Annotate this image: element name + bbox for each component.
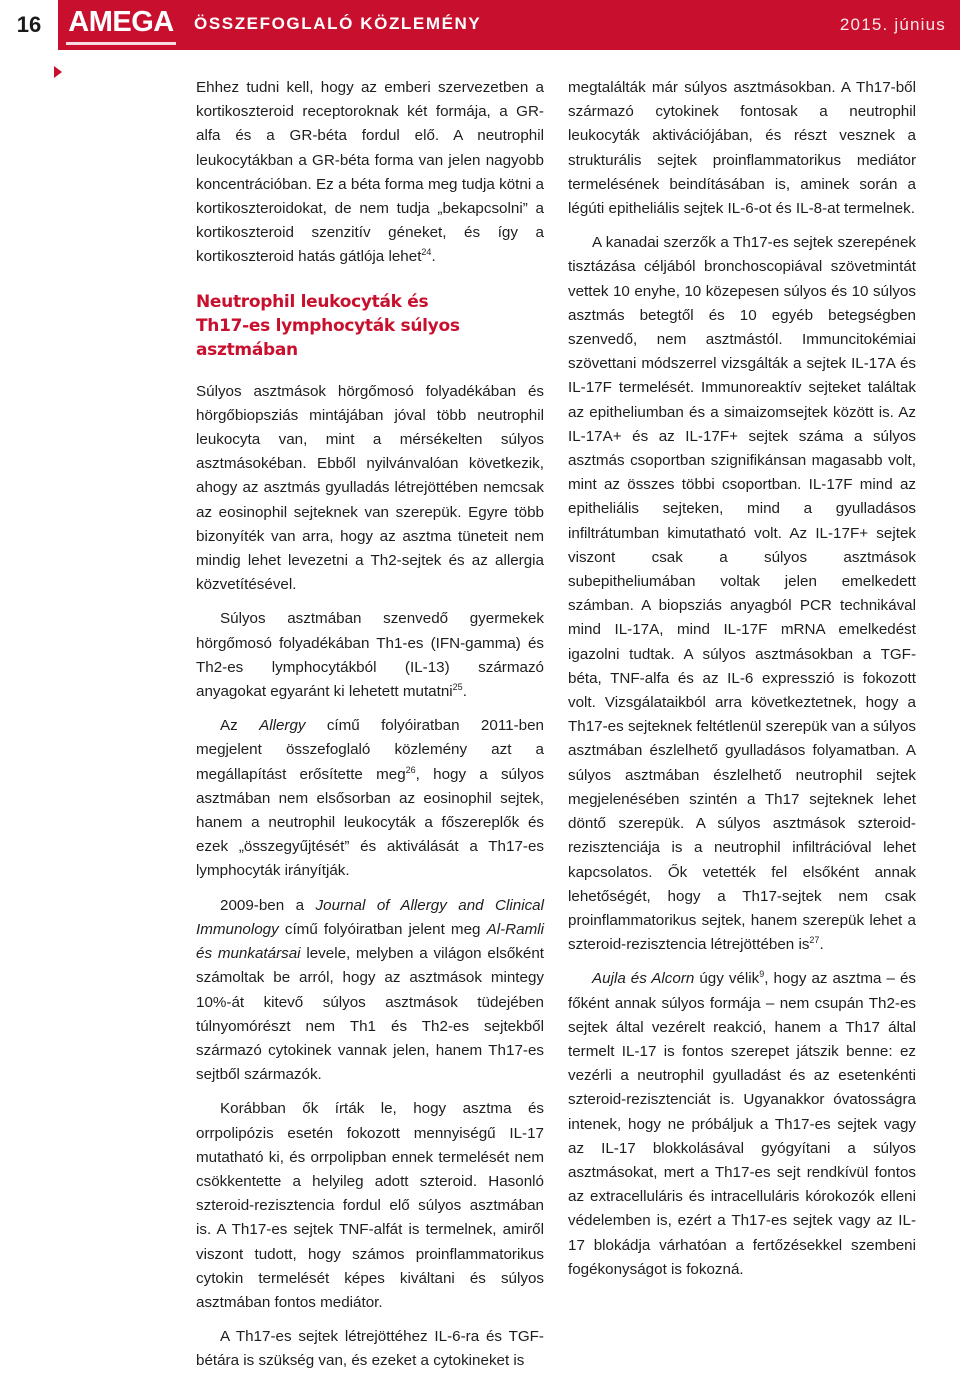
right-column [568, 76, 916, 1292]
paragraph: Súlyos asztmában szenvedő gyermekek hörgőmosó folyadékában Th1-es (IFN-gamma) és Th2-es lymphocytákból (IL-13) származó anyagokat egyaránt ki lehetett mutatni$^{25}$. [196, 610, 544, 701]
logo-underline [66, 42, 176, 45]
journal-logo: AMEGA [66, 2, 176, 42]
paragraph: 2009-ben a Journal of Allergy and Clinical Immunology című folyóiratban jelent meg Al-Ramli és munkatársai levele, melyben a világon elsőként számoltak be arról, hogy az asztmások mintegy 10%-át kitevő súlyos asztmások tüdejében túlnyomórészt nem Th1 és Th2-es sejtekből származó cytokinek vannak jelen, hanem Th17-es sejtből származók. [196, 896, 544, 1084]
paragraph: A kanadai szerzők a Th17-es sejtek szerepének tisztázása céljából bronchoscopiával szövetmintát vettek 10 enyhe, 10 közepesen súlyos és 10 súlyos asztmás betegtől és 10 egyéb betegségben szenvedő, nem asztmástól. Immuncitokémiai szövettani módszerrel vizsgálták a sejtek IL-17A és IL-17F termelését. Immunoreaktív sejteket találtak az epitheliumban és a simaizomsejtek között is. Az IL-17A+ és az IL-17F+ sejtek száma a súlyos asztmás csoportban szignifikánsan magasabb volt, mint az összes többi csoportban. IL-17F mind az epitheliális sejteken, mind a gyulladásos infiltrátumban kimutatható volt. Az IL-17F+ sejtek viszont csak a súlyos asztmások subepitheliumában voltak jelen emelkedett számban. A biopsziás anyagból PCR technikával mind IL-17A, mind IL-17F mRNA emelkedést igazolni tudtak. A súlyos asztmásokban a TGF-béta, TNF-alfa és az IL-6 expresszió is fokozott volt. Vizsgálataikból arra következtetnek, hogy a Th17-es sejteknek feltétlenül szerepük van a súlyos asztmában észlelhető gyulladásos folyamatban. A súlyos asztmában észlelhető neutrophil sejtek megjelenésében szintén a Th17 sejteknek lehet döntő szerepük. A súlyos asztmások szteroid-rezisztenciája is a neutrophil infiltrációval lehet kapcsolatos. Ők vetették fel elsőként annak lehetőségét, hogy a Th17-sejtek nem csak proinflammatorikus sejtek, hanem szerepük lehet a szteroid-rezisztencia létrejöttében $is^{27}$. [568, 234, 916, 954]
arrow-marker-icon [54, 66, 62, 78]
page-header [0, 0, 960, 50]
issue-date: 2015. június [839, 15, 946, 34]
paragraph: Ehhez tudni kell, hogy az emberi szervezetben a kortikoszteroid receptoroknak két formája, a GR-alfa és a GR-béta fordul elő. A neutrophil leukocytákban a GR-béta forma van jelen nagyobb koncentrációban. Ez a béta forma meg tudja kötni a kortikoszteroidokat, de nem tudja „bekapcsolni” a kortikoszteroid szenzitív géneket, és így a kortikoszteroid hatás gátlója lehet$^{24}$. [196, 79, 544, 266]
paragraph: Súlyos asztmások hörgőmosó folyadékában és hörgőbiopsziás mintájában jóval több neutrophil leukocyta van, mint a mérsékelten súlyos asztmásokéban. Ebből nyilvánvalóan következik, ahogy az asztmás gyulladás létrejöttében nemcsak az eosinophil sejteknek van szerepük. Egyre több bizonyíték van arra, hogy az asztma tüneteit nem mindig lehet levezetni a Th2-sejtek és az allergia közvetítésével. [196, 382, 544, 594]
paragraph: megtalálták már súlyos asztmásokban. A Th17-ből származó cytokinek fontosak a neutrophil leukocyták aktivációjában, és részt vesznek a strukturális sejtek proinflammatorikus mediátor termelésének beindításában is, aminek során a légúti epitheliális sejtek IL-6-ot és IL-8-at termelnek. [568, 79, 916, 218]
paragraph: Korábban ők írták le, hogy asztma és orrpolipózis esetén fokozott mennyiségű IL-17 mutatható ki, és orrpolipban ennek termelését nem csökkentette a helyileg adott szteroid. Hasonló szteroid-rezisztencia fordul elő súlyos asztmában is. A Th17-es sejtek TNF-alfát is termelnek, amiről viszont tudott, hogy számos proinflammatorikus cytokin termelését képes kiváltani és súlyos asztmában fontos mediátor. [196, 1100, 544, 1311]
section-heading-line: Th17-es lymphocyták súlyos asztmában [196, 315, 460, 360]
section-title: ÖSSZEFOGLALÓ KÖZLEMÉNY [194, 14, 482, 33]
paragraph: Aujla és Alcorn úgy vélik$^9$, hogy az asztma – és főként annak súlyos formája – nem csupán Th2-es sejtek által vezérelt reakció, hanem a Th17 által termelt IL-17 is fontos szerepet játszik benne: ez vezérli a neutrophil gyulladást és az esetenkénti szteroid-rezisztenciát is. Ugyanakkor óvatosságra intenek, hogy ne próbáljuk a Th17-es sejtek vagy az IL-17 blokkolásával gyógyítani a súlyos asztmásokat, mert a Th17-es sejt rendkívül fontos az extracelluláris és intracelluláris kórokozók elleni védelemben is, ezért a Th17-es sejtek vagy az IL-17 blokádja várhatóan a fertőzésekkel szembeni fogékonyságot is fokozná. [568, 969, 916, 1278]
paragraph: Az Allergy című folyóiratban 2011-ben megjelent összefoglaló közlemény azt a megállapítást erősítette meg$^{26}$, hogy a súlyos asztmában nem elsősorban az eosinophil sejtek, hanem a neutrophil leukocyták a főszereplők és ezek „összegyűjtését” és aktiválását a Th17-es lymphocyták irányítják. [196, 717, 544, 880]
section-heading-line: Neutrophil leukocyták és [196, 291, 429, 312]
paragraph: A Th17-es sejtek létrejöttéhez IL-6-ra és TGF-bétára is szükség van, és ezeket a cytokineket is [196, 1328, 544, 1370]
page-number: 16 [0, 0, 58, 50]
section-heading [196, 290, 544, 362]
left-column [196, 76, 544, 1384]
